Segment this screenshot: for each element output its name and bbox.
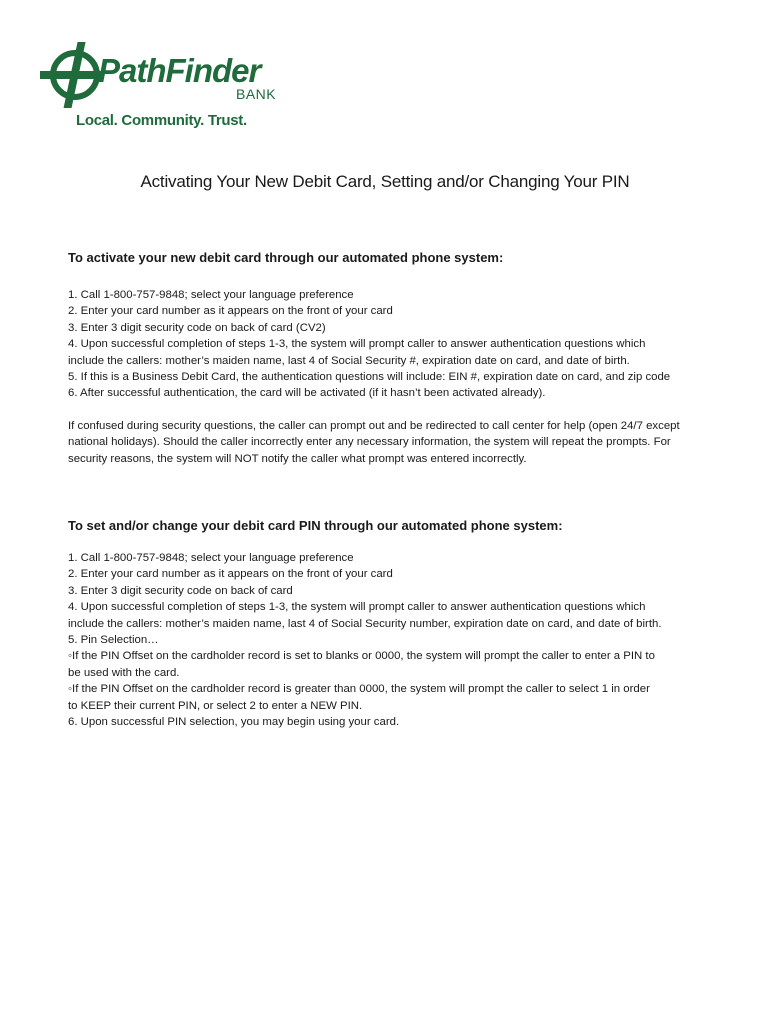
- activate-steps-list: [68, 287, 708, 402]
- security-note: If confused during security questions, the caller can prompt out and be redirected to call center for help (open 24/7 except national holidays). Should the caller incorrectly enter any necessary information, the system will repeat the prompts. For security reasons, the system will NOT notify the caller what prompt was entered incorrectly.: [68, 420, 680, 465]
- list-item: include the callers: mother’s maiden name, last 4 of Social Security number, expiration date on card, and date of birth.: [68, 617, 662, 630]
- list-item: 4. Upon successful completion of steps 1-3, the system will prompt caller to answer authentication questions which: [68, 601, 646, 614]
- brand-sub: BANK: [236, 86, 277, 102]
- list-item: 1. Call 1-800-757-9848; select your language preference: [68, 289, 354, 301]
- list-item: 2. Enter your card number as it appears on the front of your card: [68, 568, 393, 581]
- document-title: Activating Your New Debit Card, Setting and/or Changing Your PIN: [140, 172, 630, 191]
- list-item: ◦If the PIN Offset on the cardholder record is greater than 0000, the system will prompt the caller to select 1 in order: [68, 683, 650, 696]
- list-item: be used with the card.: [68, 666, 180, 679]
- list-item: 6. Upon successful PIN selection, you may begin using your card.: [68, 716, 400, 729]
- list-item: 1. Call 1-800-757-9848; select your language preference: [68, 552, 354, 564]
- list-item: 5. Pin Selection…: [68, 634, 159, 647]
- list-item: 3. Enter 3 digit security code on back of card (CV2): [68, 321, 326, 334]
- section-pin-heading: To set and/or change your debit card PIN through our automated phone system:: [68, 518, 563, 533]
- list-item: 6. After successful authentication, the card will be activated (if it hasn’t been activated already).: [68, 387, 546, 400]
- section-activate-heading: To activate your new debit card through our automated phone system:: [68, 250, 504, 265]
- bank-logo: [40, 40, 290, 135]
- list-item: 3. Enter 3 digit security code on back of card: [68, 584, 293, 597]
- list-item: include the callers: mother’s maiden name, last 4 of Social Security #, expiration date on card, and date of birth.: [68, 354, 630, 367]
- brand-tagline: Local. Community. Trust.: [76, 112, 247, 129]
- list-item: 4. Upon successful completion of steps 1-3, the system will prompt caller to answer authentication questions which: [68, 338, 646, 351]
- brand-name: PathFinder: [98, 52, 261, 89]
- list-item: 2. Enter your card number as it appears on the front of your card: [68, 305, 393, 318]
- pin-steps-list: [68, 550, 708, 730]
- list-item: ◦If the PIN Offset on the cardholder record is set to blanks or 0000, the system will prompt the caller to enter a PIN to: [68, 650, 655, 663]
- list-item: 5. If this is a Business Debit Card, the authentication questions will include: EIN #, expiration date on card, and zip code: [68, 371, 671, 384]
- list-item: to KEEP their current PIN, or select 2 to enter a NEW PIN.: [68, 699, 363, 712]
